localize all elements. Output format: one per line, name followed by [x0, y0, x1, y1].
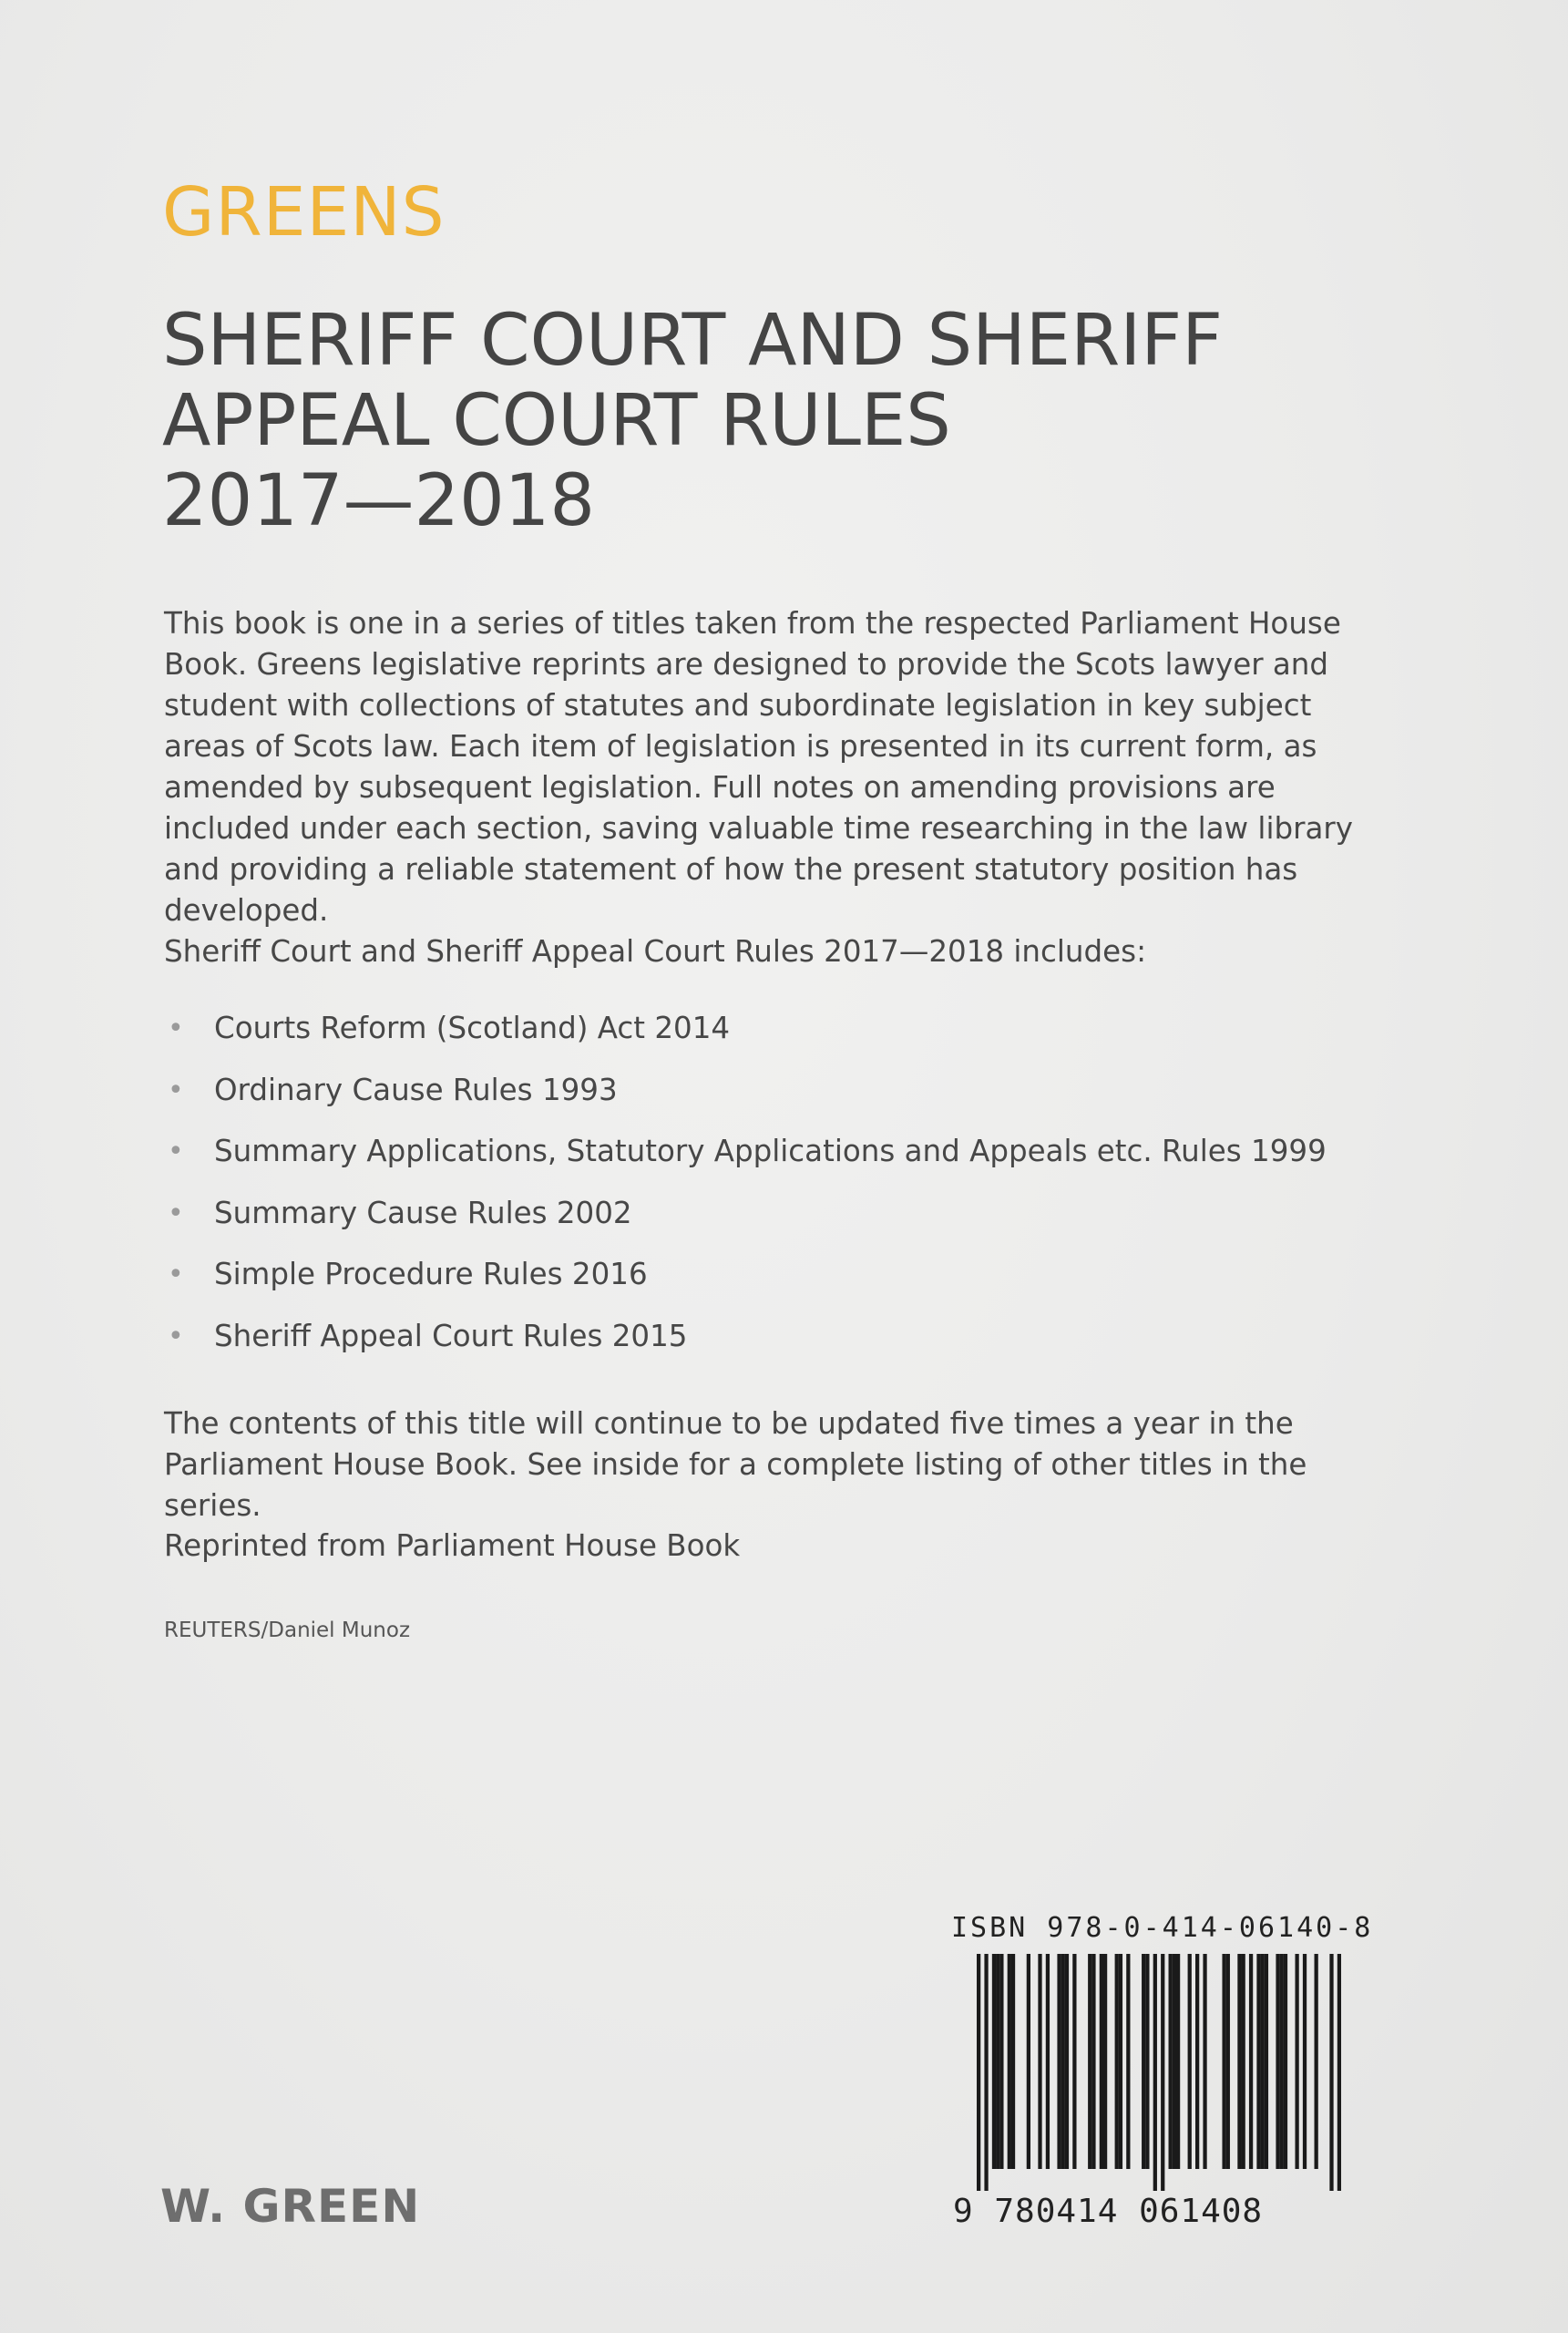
barcode-bar — [1046, 1954, 1050, 2169]
barcode-bar — [1176, 1954, 1180, 2169]
barcode-bar — [1195, 1954, 1199, 2169]
barcode-bar — [1091, 1954, 1095, 2169]
barcode-bar — [992, 1954, 996, 2169]
isbn-label: ISBN 978-0-414-06140-8 — [951, 1912, 1374, 1944]
barcode-bar — [1126, 1954, 1130, 2169]
barcode-bar — [1027, 1954, 1030, 2169]
barcode-bar — [1011, 1954, 1015, 2169]
barcode-bar — [1284, 1954, 1287, 2169]
barcode-bar — [1265, 1954, 1268, 2169]
bullet-icon: • — [168, 1074, 184, 1106]
barcode-bar — [1057, 1954, 1061, 2169]
barcode-bar — [1222, 1954, 1225, 2169]
list-item-label: Courts Reform (Scotland) Act 2014 — [214, 1011, 731, 1045]
list-item — [164, 1070, 1327, 1132]
barcode-bar — [1276, 1954, 1279, 2169]
title-line: 2017—2018 — [162, 460, 596, 542]
barcode-bar — [1303, 1954, 1307, 2169]
photo-credit: REUTERS/Daniel Munoz — [164, 1619, 411, 1642]
barcode-bars — [977, 1954, 1341, 2191]
book-title — [162, 301, 1223, 541]
list-item-label: Summary Applications, Statutory Applications and Appeals etc. Rules 1999 — [214, 1134, 1327, 1168]
barcode-bar — [977, 1954, 980, 2191]
barcode-bar — [1008, 1954, 1011, 2169]
barcode-bar — [1161, 1954, 1164, 2191]
list-item-label: Ordinary Cause Rules 1993 — [214, 1072, 618, 1107]
barcode-bar — [1061, 1954, 1065, 2169]
title-line: SHERIFF COURT AND SHERIFF — [162, 300, 1224, 382]
barcode-bar — [1145, 1954, 1149, 2169]
barcode-bar — [1256, 1954, 1260, 2169]
barcode-bar — [1249, 1954, 1253, 2169]
barcode-bar — [1173, 1954, 1176, 2169]
barcode-bar — [1119, 1954, 1122, 2169]
barcode-bar — [1226, 1954, 1230, 2169]
reprint-note: Reprinted from Parliament House Book — [164, 1528, 741, 1563]
barcode-bar — [1203, 1954, 1206, 2169]
barcode-bar — [1337, 1954, 1341, 2191]
title-line: APPEAL COURT RULES — [162, 380, 951, 462]
barcode-bar — [996, 1954, 999, 2169]
bullet-icon: • — [168, 1197, 184, 1229]
isbn-barcode — [944, 1912, 1374, 2233]
barcode-bar — [1088, 1954, 1091, 2169]
list-item — [164, 1008, 1327, 1070]
barcode-bar — [1280, 1954, 1284, 2169]
barcode-bar — [1295, 1954, 1298, 2169]
barcode-bar — [1237, 1954, 1241, 2169]
list-item — [164, 1254, 1327, 1316]
list-item-label: Simple Procedure Rules 2016 — [214, 1257, 648, 1291]
barcode-bar — [1329, 1954, 1333, 2191]
list-item-label: Sheriff Appeal Court Rules 2015 — [214, 1318, 688, 1353]
list-item — [164, 1316, 1327, 1378]
bullet-icon: • — [168, 1320, 184, 1352]
barcode-bar — [1188, 1954, 1192, 2169]
publisher-logo-text: W. GREEN — [160, 2180, 421, 2233]
barcode-bar — [1169, 1954, 1173, 2169]
barcode-bar — [1038, 1954, 1041, 2169]
description-paragraph: This book is one in a series of titles taken from the respected Parliament House Book. Greens legislative reprints are designed to provide the Scots lawyer and student with collections of statutes and subordinate legislation in key subject areas of Scots law. Each item of legislation is presented in its current form, as amended by subsequent legislation. Full notes on amending provisions are included under each section, saving valuable time researching in the law library and providing a reliable statement of how the present statutory position has developed. — [164, 606, 1353, 928]
bullet-icon: • — [168, 1259, 184, 1290]
barcode-bar — [1103, 1954, 1107, 2169]
barcode-bar — [1142, 1954, 1145, 2169]
list-item-label: Summary Cause Rules 2002 — [214, 1195, 632, 1230]
includes-list — [164, 1008, 1327, 1377]
bullet-icon: • — [168, 1136, 184, 1167]
barcode-bar — [984, 1954, 988, 2191]
barcode-bar — [1100, 1954, 1103, 2169]
list-item — [164, 1131, 1327, 1193]
barcode-bar — [1072, 1954, 1076, 2169]
barcode-bar — [1261, 1954, 1265, 2169]
brand-logo-text: GREENS — [162, 173, 446, 252]
barcode-bar — [999, 1954, 1003, 2169]
includes-intro: Sheriff Court and Sheriff Appeal Court Rules 2017—2018 includes: — [164, 934, 1147, 969]
barcode-bar — [1115, 1954, 1119, 2169]
list-item — [164, 1193, 1327, 1255]
update-note: The contents of this title will continue to be updated five times a year in the Parliament House Book. See inside for a complete listing of other titles in the series. — [164, 1406, 1307, 1523]
barcode-bar — [1315, 1954, 1318, 2169]
barcode-bar — [1242, 1954, 1245, 2169]
barcode-bar — [1153, 1954, 1157, 2191]
bullet-icon: • — [168, 1012, 184, 1044]
barcode-bar — [1065, 1954, 1069, 2169]
ean-digits: 9 780414 061408 — [953, 2193, 1264, 2230]
